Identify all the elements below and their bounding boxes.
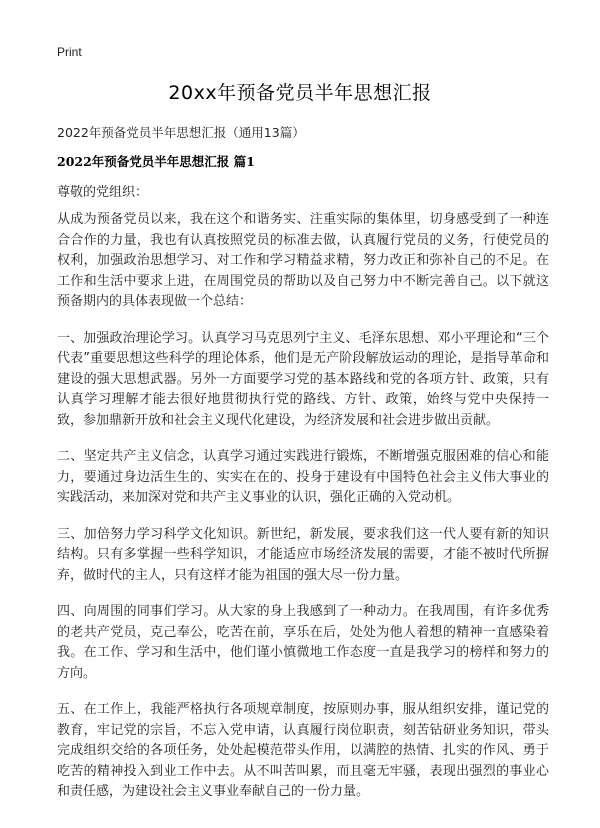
paragraph-communist-belief: 二、坚定共产主义信念，认真学习通过实践进行锻炼，不断增强克服困难的信心和能力，要通过身边活生生的、实实在在的、投身于建设有中国特色社会主义伟大事业的实践活动，来加深对党和共产主义事业的认识，强化正确的入党动机。 xyxy=(57,449,549,505)
section-heading: 2022年预备党员半年思想汇报 篇1 xyxy=(57,154,255,169)
paragraph-intro: 从成为预备党员以来，我在这个和谐务实、注重实际的集体里，切身感受到了一种连合合作的力量，我也有认真按照党员的标准去做，认真履行党员的义务，行使党员的权利，加强政治思想学习、对工作和学习精益求精，努力改正和弥补自己的不足。在工作和生活中要求上进，在周围党员的帮助以及自己努力中不断完善自己。以下就这预备期内的具体表现做一个总结： xyxy=(57,212,549,309)
document-subtitle: 2022年预备党员半年思想汇报（通用13篇） xyxy=(57,125,305,140)
document-title: 20xx年预备党员半年思想汇报 xyxy=(168,82,432,104)
paragraph-work-conduct: 五、在工作上，我能严格执行各项规章制度，按原则办事，服从组织安排，谨记党的教育，牢记党的宗旨，不忘入党申请，认真履行岗位职责，刻苦钻研业务知识，带头完成组织交给的各项任务，处处起模范带头作用，以满腔的热情、扎实的作风、勇于吃苦的精神投入到业工作中去。从不叫苦叫累，而且毫无牢骚，表现出强烈的事业心和责任感，为建设社会主义事业奉献自己的一份力量。 xyxy=(57,702,549,799)
print-label: Print xyxy=(57,45,82,59)
paragraph-political-theory: 一、加强政治理论学习。认真学习马克思列宁主义、毛泽东思想、邓小平理论和“三个代表”重要思想这些科学的理论体系，他们是无产阶段解放运动的理论，是指导革命和建设的强大思想武器。另外一方面要学习党的基本路线和党的各项方针、政策，只有认真学习理解才能去很好地贯彻执行党的路线、方针、政策，始终与党中央保持一致，参加鼎新开放和社会主义现代化建设，为经济发展和社会进步做出贡献。 xyxy=(57,330,549,428)
salutation: 尊敬的党组织： xyxy=(57,185,149,200)
document-body xyxy=(57,210,549,819)
paragraph-learn-from-colleagues: 四、向周围的同事们学习。从大家的身上我感到了一种动力。在我周围，有许多优秀的老共产党员，克己奉公，吃苦在前，享乐在后，处处为他人着想的精神一直感染着我。在工作、学习和生活中，他们谨小慎微地工作态度一直是我学习的榜样和努力的方向。 xyxy=(57,604,549,681)
paragraph-science-culture: 三、加倍努力学习科学文化知识。新世纪，新发展，要求我们这一代人要有新的知识结构。只有多掌握一些科学知识，才能适应市场经济发展的需要，才能不被时代所摒弃，做时代的主人，只有这样才能为祖国的强大尽一份力量。 xyxy=(57,526,549,583)
